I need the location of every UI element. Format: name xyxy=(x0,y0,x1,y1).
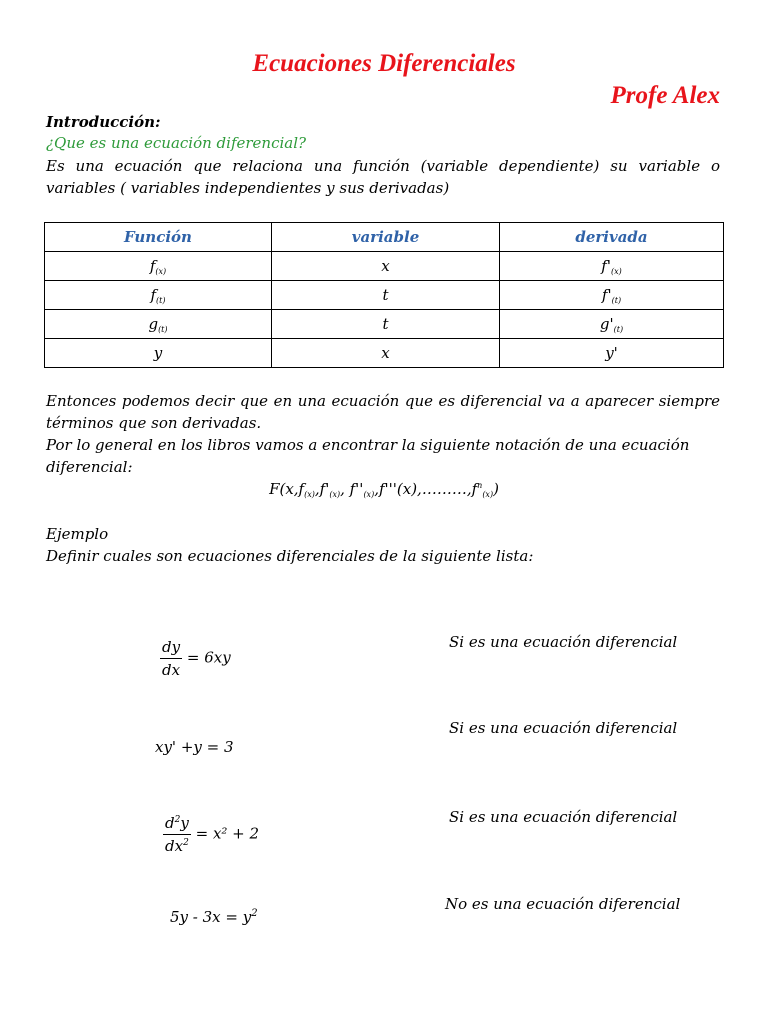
table-header-cell: Función xyxy=(45,223,272,252)
definition-paragraph: Es una ecuación que relaciona una función (variable dependiente) su variable o variables ( variables independientes y sus derivadas) xyxy=(46,157,720,197)
table-row xyxy=(45,252,724,281)
table-header-cell: derivada xyxy=(500,223,724,252)
equation-4-answer: No es una ecuación diferencial xyxy=(445,895,681,913)
table-row xyxy=(45,310,724,339)
equation-2-answer: Si es una ecuación diferencial xyxy=(449,719,678,737)
author-name: Profe Alex xyxy=(610,82,720,109)
equation-4: $5y - 3x = y^2$ xyxy=(170,908,258,926)
table-row xyxy=(45,281,724,310)
table-cell: $g'_{(t)}$ xyxy=(500,310,724,339)
example-label: Ejemplo xyxy=(46,525,109,543)
equation-3: $\frac{d^2y}{dx^2}$ = x² + 2 xyxy=(165,814,260,855)
example-instruction: Definir cuales son ecuaciones diferenciales de la siguiente lista: xyxy=(46,547,534,565)
table-cell: t xyxy=(272,281,500,310)
table-cell: $f_{(t)}$ xyxy=(45,281,272,310)
equation-1: $\frac{dy}{dx}$ = 6xy xyxy=(162,638,231,679)
table-cell: $f'_{(x)}$ xyxy=(500,252,724,281)
table-cell: y' xyxy=(500,339,724,368)
table-cell: $f'_{(t)}$ xyxy=(500,281,724,310)
table-header-cell: variable xyxy=(272,223,500,252)
second-derivative-fraction: $\frac{d^2y}{dx^2}$ xyxy=(165,814,189,855)
table-cell: $f_{(x)}$ xyxy=(45,252,272,281)
table-header-row xyxy=(45,223,724,252)
intro-question: ¿Que es una ecuación diferencial? xyxy=(46,134,307,152)
table-cell: y xyxy=(45,339,272,368)
table-cell: t xyxy=(272,310,500,339)
intro-heading: Introducción: xyxy=(46,113,161,131)
equation-3-answer: Si es una ecuación diferencial xyxy=(449,808,678,826)
table-cell: x xyxy=(272,339,500,368)
table-cell: $g_{(t)}$ xyxy=(45,310,272,339)
general-notation-formula: $F(x,f_{(x)},f'_{(x)}$, $f''_{(x)},f'''(x),\dots\dots\dots,f^n_{(x)}$) xyxy=(269,480,499,499)
table-row xyxy=(45,339,724,368)
function-variable-derivative-table xyxy=(44,222,724,368)
derivatives-paragraph: Entonces podemos decir que en una ecuación que es diferencial va a aparecer siempre términos que son derivadas. xyxy=(46,392,720,432)
notation-intro-paragraph: Por lo general en los libros vamos a encontrar la siguiente notación de una ecuación diferencial: xyxy=(46,436,690,476)
table-cell: x xyxy=(272,252,500,281)
derivative-fraction: $\frac{dy}{dx}$ xyxy=(162,638,181,679)
equation-1-answer: Si es una ecuación diferencial xyxy=(449,633,678,651)
equation-2: xy' +y = 3 xyxy=(155,738,234,756)
document-title: Ecuaciones Diferenciales xyxy=(252,50,516,77)
